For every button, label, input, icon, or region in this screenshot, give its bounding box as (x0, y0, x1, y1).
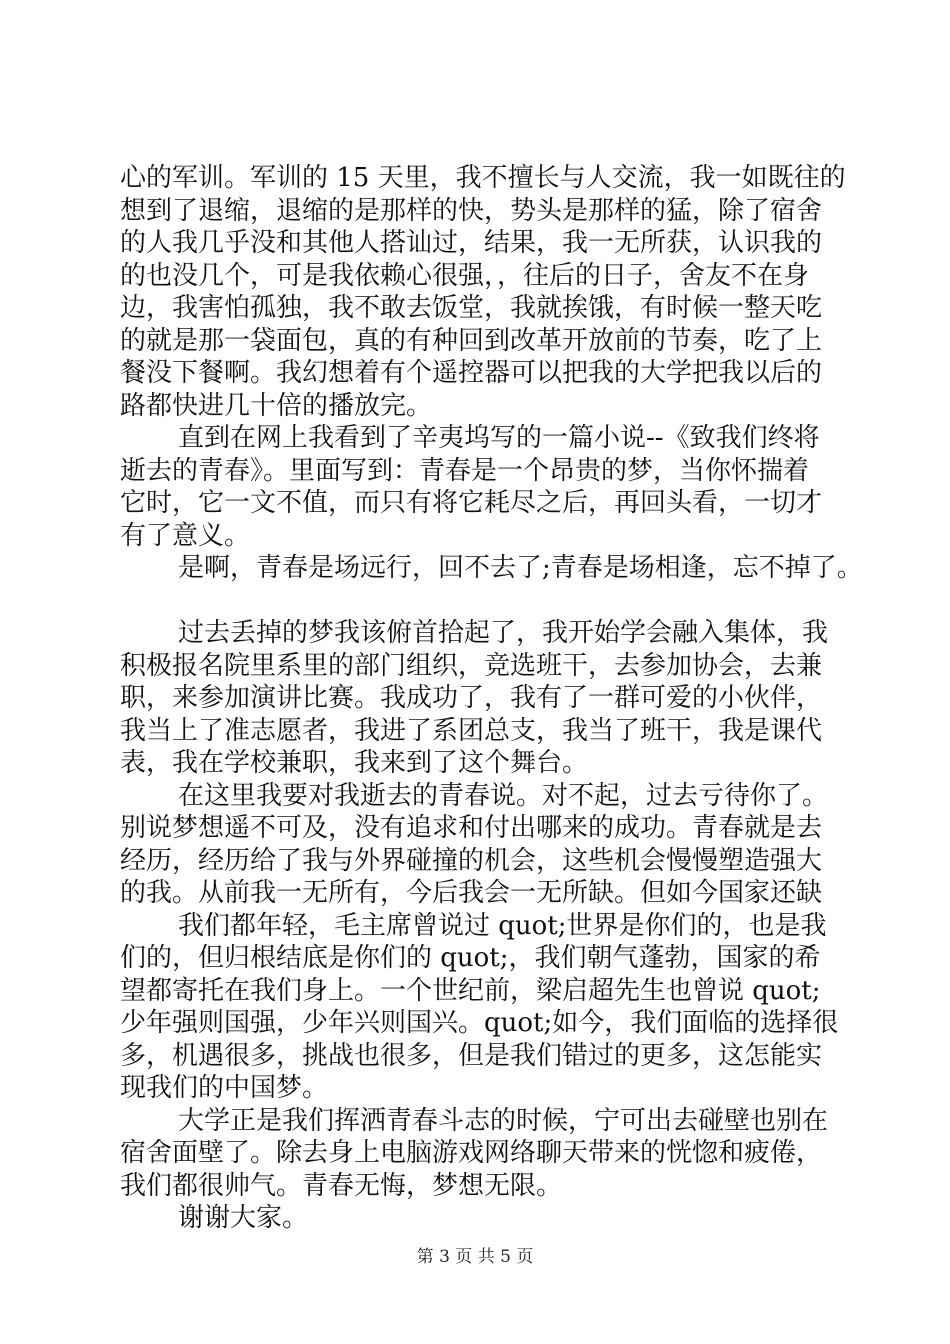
page-number-footer: 第 3 页 共 5 页 (416, 1247, 534, 1267)
text-line: 积极报名院里系里的部门组织，竞选班干，去参加协会，去兼 (120, 650, 823, 681)
text-line: 我们都很帅气。青春无悔，梦想无限。 (120, 1170, 563, 1201)
text-line: 是啊，青春是场远行，回不去了;青春是场相逢，忘不掉了。 (178, 553, 863, 583)
text-line: 职，来参加演讲比赛。我成功了，我有了一群可爱的小伙伴， (120, 683, 823, 713)
text-line: 心的军训。军训的 15 天里，我不擅长与人交流，我一如既往的 (120, 163, 846, 193)
text-line: 我当上了准志愿者，我进了系团总支，我当了班干，我是课代 (120, 715, 823, 746)
text-line: 表，我在学校兼职，我来到了这个舞台。 (120, 748, 589, 778)
text-line: 想到了退缩，退缩的是那样的快，势头是那样的猛，除了宿舍 (120, 195, 823, 226)
text-line: 谢谢大家。 (178, 1203, 309, 1233)
text-line: 宿舍面壁了。除去身上电脑游戏网络聊天带来的恍惚和疲倦， (120, 1138, 823, 1168)
text-line: 望都寄托在我们身上。一个世纪前，梁启超先生也曾说 quot; (120, 975, 821, 1006)
text-line: 在这里我要对我逝去的青春说。对不起，过去亏待你了。 (178, 780, 829, 811)
text-line: 大学正是我们挥洒青春斗志的时候，宁可出去碰壁也别在 (178, 1105, 829, 1136)
text-line: 过去丢掉的梦我该俯首拾起了，我开始学会融入集体，我 (178, 618, 829, 648)
text-line: 们的，但归根结底是你们的 quot;，我们朝气蓬勃，国家的希 (120, 943, 821, 973)
text-line: 逝去的青春》。里面写到：青春是一个昂贵的梦，当你怀揣着 (120, 455, 810, 486)
text-line: 它时，它一文不值，而只有将它耗尽之后，再回头看，一切才 (120, 488, 823, 518)
body-text (120, 162, 863, 1235)
text-line: 边，我害怕孤独，我不敢去饭堂，我就挨饿，有时候一整天吃 (120, 293, 823, 323)
text-line: 的就是那一袋面包，真的有种回到改革开放前的节奏，吃了上 (120, 325, 823, 356)
text-line: 我们都年轻，毛主席曾说过 quot;世界是你们的，也是我 (178, 910, 827, 941)
text-line: 餐没下餐啊。我幻想着有个遥控器可以把我的大学把我以后的 (120, 358, 823, 388)
blank-line (120, 585, 850, 618)
text-line: 的也没几个，可是我依赖心很强，，往后的日子，舍友不在身 (120, 260, 810, 291)
text-line: 多，机遇很多，挑战也很多，但是我们错过的更多，这怎能实 (120, 1040, 823, 1071)
text-line: 路都快进几十倍的播放完。 (120, 390, 433, 421)
text-line: 有了意义。 (120, 520, 251, 551)
text-line: 别说梦想遥不可及，没有追求和付出哪来的成功。青春就是去 (120, 813, 823, 843)
text-line: 少年强则国强，少年兴则国兴。quot;如今，我们面临的选择很 (120, 1008, 839, 1038)
text-line: 直到在网上我看到了辛夷坞写的一篇小说--《致我们终将 (178, 423, 820, 453)
text-line: 现我们的中国梦。 (120, 1073, 329, 1103)
text-line: 的人我几乎没和其他人搭讪过，结果，我一无所获，认识我的 (120, 228, 823, 258)
text-line: 的我。从前我一无所有，今后我会一无所缺。但如今国家还缺 (120, 878, 823, 908)
text-line: 经历，经历给了我与外界碰撞的机会，这些机会慢慢塑造强大 (120, 845, 823, 876)
